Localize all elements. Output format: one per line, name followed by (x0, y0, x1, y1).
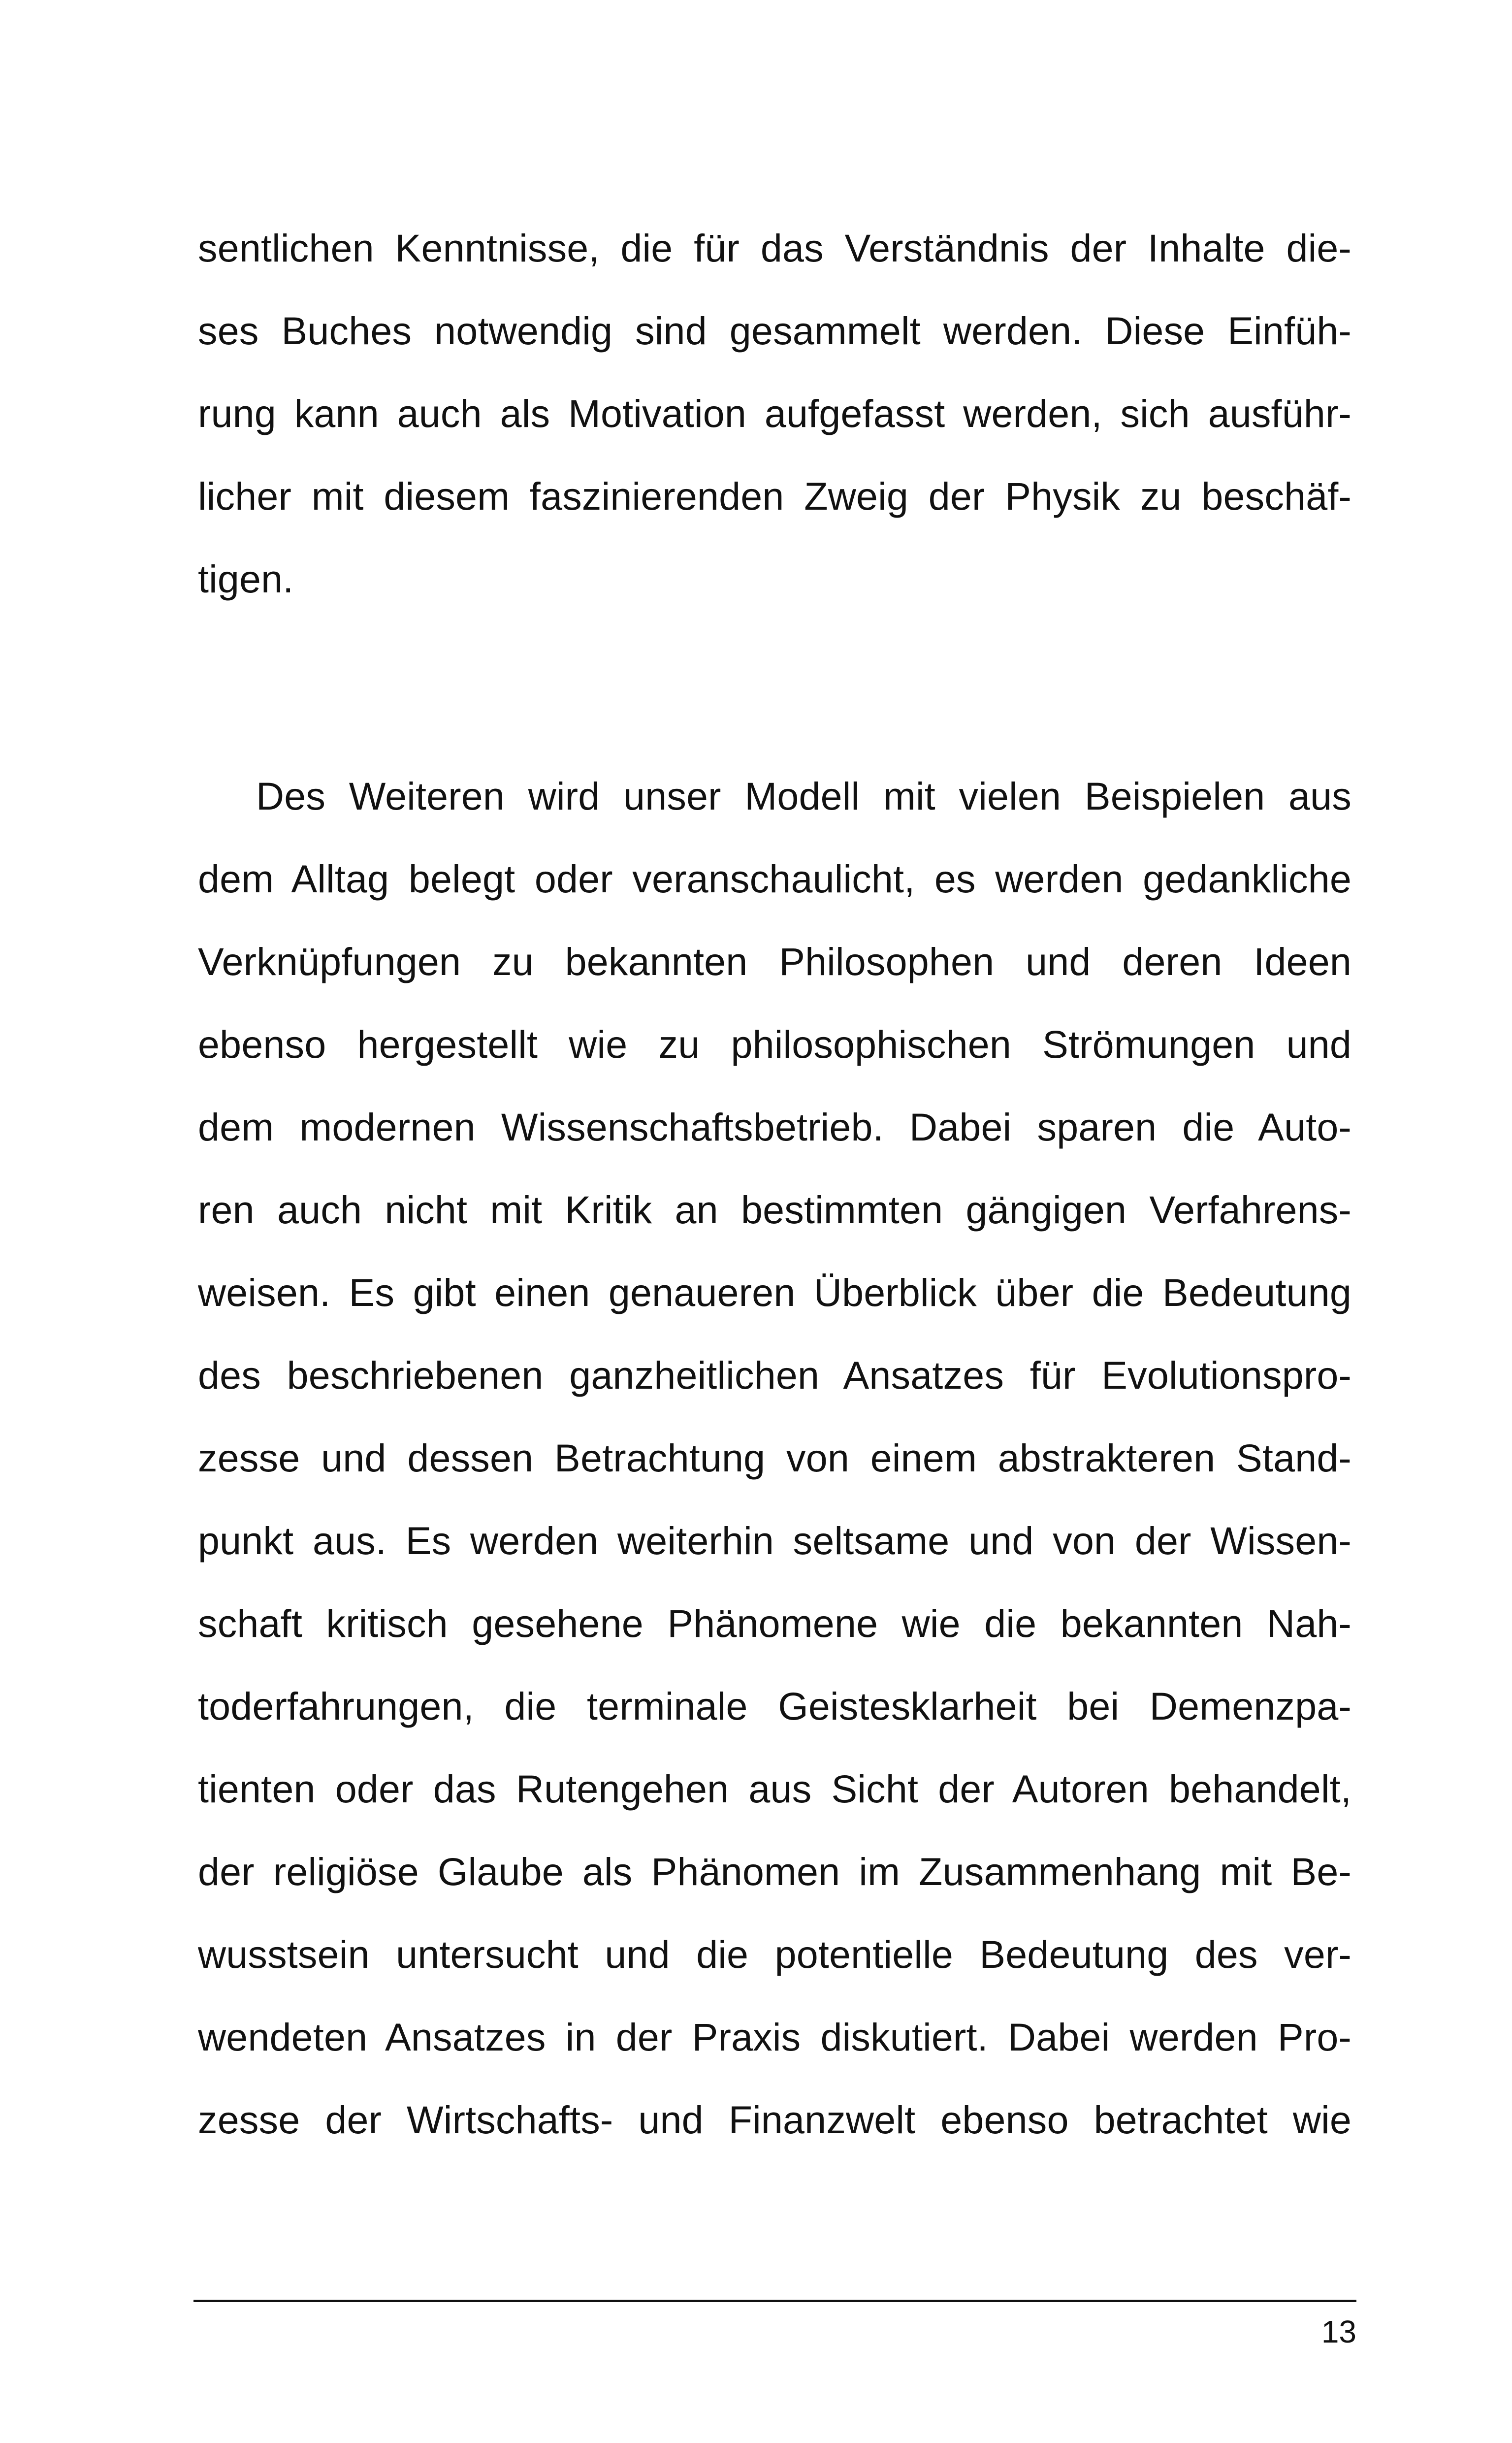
page-number: 13 (1321, 2314, 1356, 2349)
text-line: zesse der Wirtschafts- und Finanzwelt ebenso betrachtet wie (198, 2098, 1351, 2142)
text-line: dem modernen Wissenschaftsbetrieb. Dabei sparen die Auto- (198, 1105, 1351, 1149)
text-line: sentlichen Kenntnisse, die für das Verständnis der Inhalte die- (198, 226, 1351, 270)
text-line: punkt aus. Es werden weiterhin seltsame und von der Wissen- (198, 1519, 1351, 1563)
text-line: Verknüpfungen zu bekannten Philosophen und deren Ideen (198, 940, 1351, 983)
text-line: wendeten Ansatzes in der Praxis diskutiert. Dabei werden Pro- (198, 2015, 1351, 2059)
text-line: schaft kritisch gesehene Phänomene wie die bekannten Nah- (198, 1601, 1351, 1645)
paragraph-1 (198, 207, 1351, 620)
text-line: tigen. (198, 557, 294, 601)
text-line: Des Weiteren wird unser Modell mit vielen Beispielen aus (256, 774, 1351, 818)
text-line: rung kann auch als Motivation aufgefasst werden, sich ausführ- (198, 391, 1351, 435)
text-line: wusstsein untersucht und die potentielle Bedeutung des ver- (198, 1932, 1351, 1976)
text-line: licher mit diesem faszinierenden Zweig der Physik zu beschäf- (198, 474, 1351, 518)
text-line: ebenso hergestellt wie zu philosophischen Strömungen und (198, 1022, 1351, 1066)
text-line: toderfahrungen, die terminale Geistesklarheit bei Demenzpa- (198, 1684, 1351, 1728)
text-line: tienten oder das Rutengehen aus Sicht der Autoren behandelt, (198, 1767, 1351, 1811)
paragraph-2 (198, 755, 1351, 2161)
text-line: ren auch nicht mit Kritik an bestimmten gängigen Verfahrens- (198, 1188, 1351, 1232)
text-line: des beschriebenen ganzheitlichen Ansatzes für Evolutionspro- (198, 1353, 1351, 1397)
text-line: weisen. Es gibt einen genaueren Überblick über die Bedeutung (198, 1270, 1351, 1314)
footer-rule (193, 2300, 1356, 2302)
text-line: ses Buches notwendig sind gesammelt werden. Diese Einfüh- (198, 309, 1351, 353)
text-line: zesse und dessen Betrachtung von einem abstrakteren Stand- (198, 1436, 1351, 1480)
text-line: dem Alltag belegt oder veranschaulicht, es werden gedankliche (198, 857, 1351, 901)
text-line: der religiöse Glaube als Phänomen im Zusammenhang mit Be- (198, 1850, 1351, 1893)
